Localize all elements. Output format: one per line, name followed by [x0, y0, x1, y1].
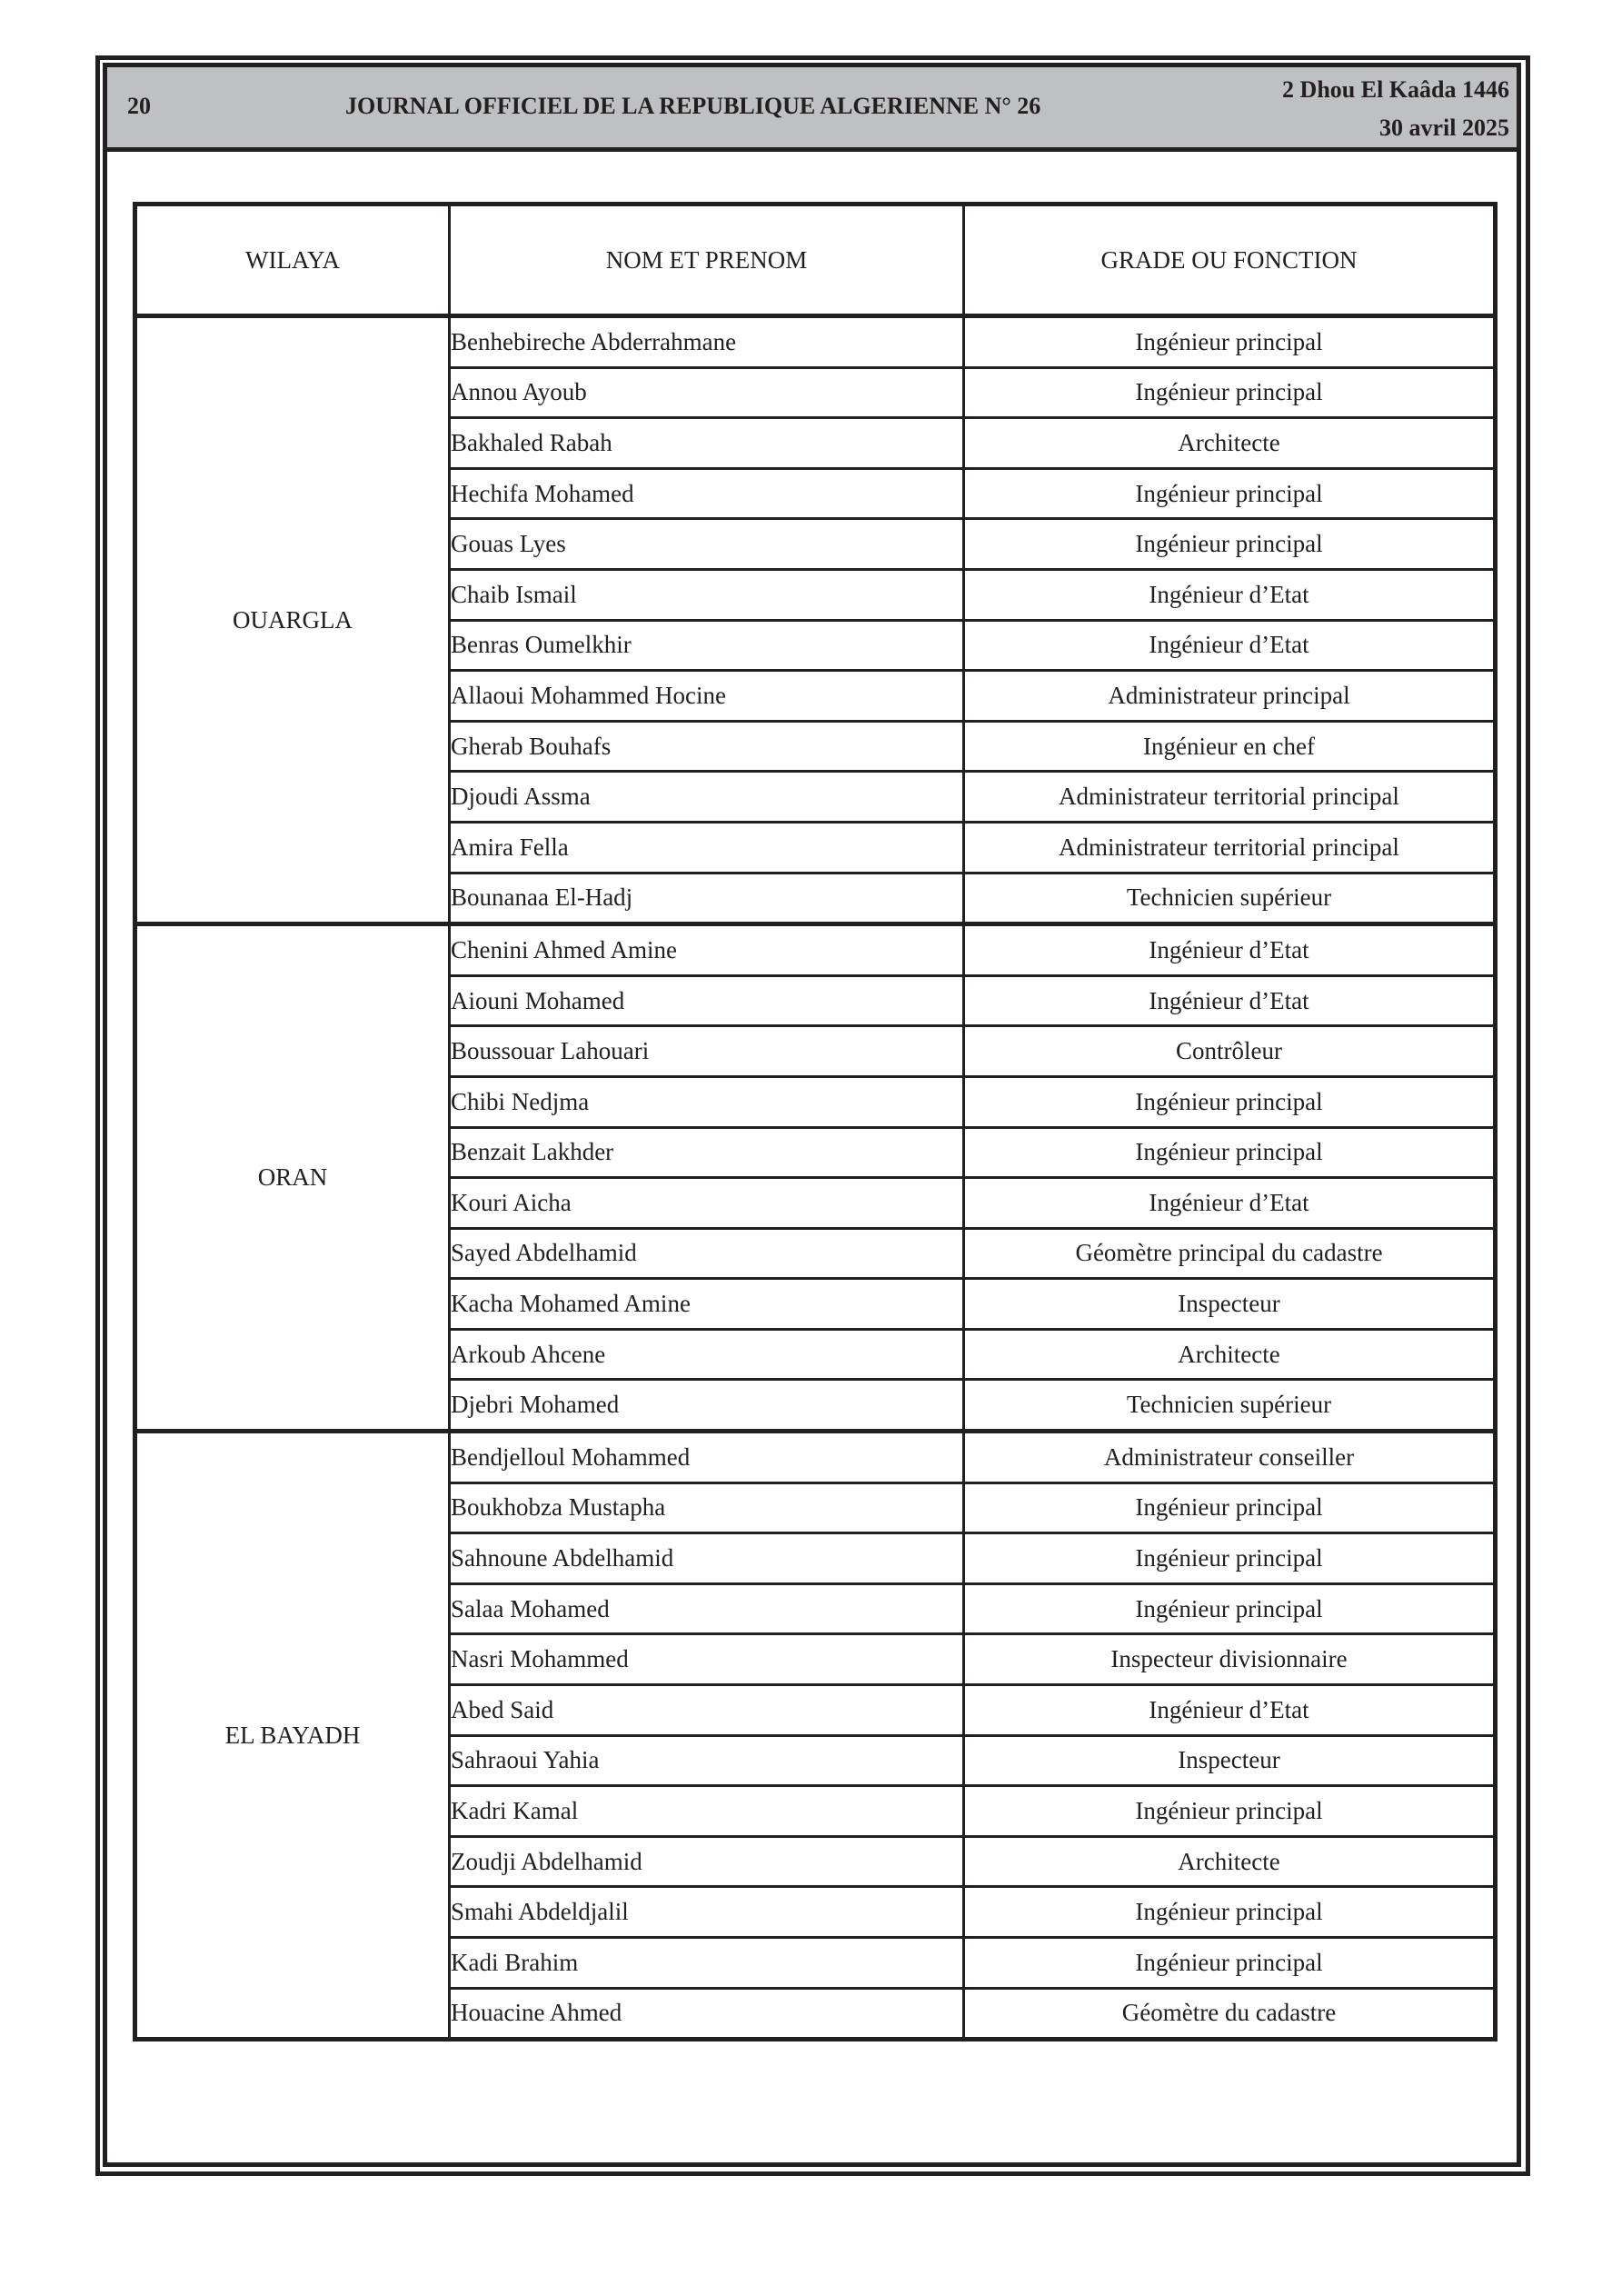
- grade-cell: Ingénieur d’Etat: [964, 1685, 1496, 1736]
- name-cell: Aiouni Mohamed: [450, 975, 964, 1026]
- name-cell: Nasri Mohammed: [450, 1634, 964, 1685]
- table-body: [135, 316, 1496, 2040]
- name-cell: Gherab Bouhafs: [450, 721, 964, 772]
- grade-cell: Géomètre principal du cadastre: [964, 1228, 1496, 1279]
- grade-cell: Administrateur conseiller: [964, 1432, 1496, 1483]
- name-cell: Bakhaled Rabah: [450, 418, 964, 469]
- grade-cell: Technicien supérieur: [964, 873, 1496, 924]
- journal-header: [107, 67, 1517, 152]
- grade-cell: Inspecteur divisionnaire: [964, 1634, 1496, 1685]
- name-cell: Kouri Aicha: [450, 1178, 964, 1229]
- name-cell: Boussouar Lahouari: [450, 1026, 964, 1077]
- grade-cell: Ingénieur d’Etat: [964, 975, 1496, 1026]
- column-header-wilaya: WILAYA: [135, 205, 450, 316]
- grade-cell: Ingénieur principal: [964, 1076, 1496, 1127]
- name-cell: Amira Fella: [450, 822, 964, 873]
- table-row: [135, 924, 1496, 976]
- name-cell: Arkoub Ahcene: [450, 1329, 964, 1380]
- column-header-grade: GRADE OU FONCTION: [964, 205, 1496, 316]
- name-cell: Chaib Ismail: [450, 569, 964, 620]
- name-cell: Chibi Nedjma: [450, 1076, 964, 1127]
- grade-cell: Ingénieur en chef: [964, 721, 1496, 772]
- grade-cell: Ingénieur principal: [964, 1127, 1496, 1178]
- name-cell: Djebri Mohamed: [450, 1380, 964, 1432]
- grade-cell: Inspecteur: [964, 1279, 1496, 1330]
- grade-cell: Ingénieur principal: [964, 1887, 1496, 1938]
- name-cell: Salaa Mohamed: [450, 1583, 964, 1634]
- table-row: [135, 1432, 1496, 1483]
- grade-cell: Ingénieur principal: [964, 1583, 1496, 1634]
- grade-cell: Architecte: [964, 1836, 1496, 1887]
- appointments-table: [133, 202, 1498, 2041]
- grade-cell: Ingénieur d’Etat: [964, 569, 1496, 620]
- name-cell: Houacine Ahmed: [450, 1988, 964, 2040]
- grade-cell: Contrôleur: [964, 1026, 1496, 1077]
- date-gregorian: 30 avril 2025: [1379, 115, 1509, 141]
- grade-cell: Inspecteur: [964, 1735, 1496, 1786]
- grade-cell: Ingénieur principal: [964, 1533, 1496, 1584]
- name-cell: Zoudji Abdelhamid: [450, 1836, 964, 1887]
- grade-cell: Ingénieur principal: [964, 468, 1496, 519]
- grade-cell: Administrateur territorial principal: [964, 822, 1496, 873]
- name-cell: Djoudi Assma: [450, 772, 964, 823]
- name-cell: Sayed Abdelhamid: [450, 1228, 964, 1279]
- grade-cell: Géomètre du cadastre: [964, 1988, 1496, 2040]
- grade-cell: Administrateur principal: [964, 671, 1496, 722]
- name-cell: Hechifa Mohamed: [450, 468, 964, 519]
- page-number: 20: [127, 93, 151, 119]
- name-cell: Benhebireche Abderrahmane: [450, 316, 964, 368]
- date-hijri: 2 Dhou El Kaâda 1446: [1282, 76, 1509, 103]
- name-cell: Abed Said: [450, 1685, 964, 1736]
- grade-cell: Ingénieur d’Etat: [964, 924, 1496, 976]
- wilaya-cell: EL BAYADH: [135, 1432, 450, 2040]
- issue-date: [1282, 71, 1509, 147]
- grade-cell: Ingénieur d’Etat: [964, 1178, 1496, 1229]
- grade-cell: Ingénieur principal: [964, 519, 1496, 570]
- grade-cell: Ingénieur principal: [964, 1482, 1496, 1533]
- name-cell: Boukhobza Mustapha: [450, 1482, 964, 1533]
- grade-cell: Ingénieur d’Etat: [964, 620, 1496, 671]
- name-cell: Sahraoui Yahia: [450, 1735, 964, 1786]
- name-cell: Gouas Lyes: [450, 519, 964, 570]
- grade-cell: Architecte: [964, 1329, 1496, 1380]
- name-cell: Bendjelloul Mohammed: [450, 1432, 964, 1483]
- column-header-name: NOM ET PRENOM: [450, 205, 964, 316]
- table-row: [135, 316, 1496, 368]
- grade-cell: Technicien supérieur: [964, 1380, 1496, 1432]
- grade-cell: Architecte: [964, 418, 1496, 469]
- name-cell: Sahnoune Abdelhamid: [450, 1533, 964, 1584]
- grade-cell: Administrateur territorial principal: [964, 772, 1496, 823]
- grade-cell: Ingénieur principal: [964, 1786, 1496, 1837]
- name-cell: Annou Ayoub: [450, 367, 964, 418]
- wilaya-cell: OUARGLA: [135, 316, 450, 924]
- name-cell: Smahi Abdeldjalil: [450, 1887, 964, 1938]
- name-cell: Kadi Brahim: [450, 1938, 964, 1989]
- name-cell: Chenini Ahmed Amine: [450, 924, 964, 976]
- name-cell: Benras Oumelkhir: [450, 620, 964, 671]
- name-cell: Kadri Kamal: [450, 1786, 964, 1837]
- name-cell: Allaoui Mohammed Hocine: [450, 671, 964, 722]
- grade-cell: Ingénieur principal: [964, 367, 1496, 418]
- wilaya-cell: ORAN: [135, 924, 450, 1432]
- journal-title: JOURNAL OFFICIEL DE LA REPUBLIQUE ALGERIENNE N° 26: [345, 93, 1041, 119]
- grade-cell: Ingénieur principal: [964, 316, 1496, 368]
- name-cell: Kacha Mohamed Amine: [450, 1279, 964, 1330]
- name-cell: Benzait Lakhder: [450, 1127, 964, 1178]
- grade-cell: Ingénieur principal: [964, 1938, 1496, 1989]
- name-cell: Bounanaa El-Hadj: [450, 873, 964, 924]
- table-header-row: [135, 205, 1496, 316]
